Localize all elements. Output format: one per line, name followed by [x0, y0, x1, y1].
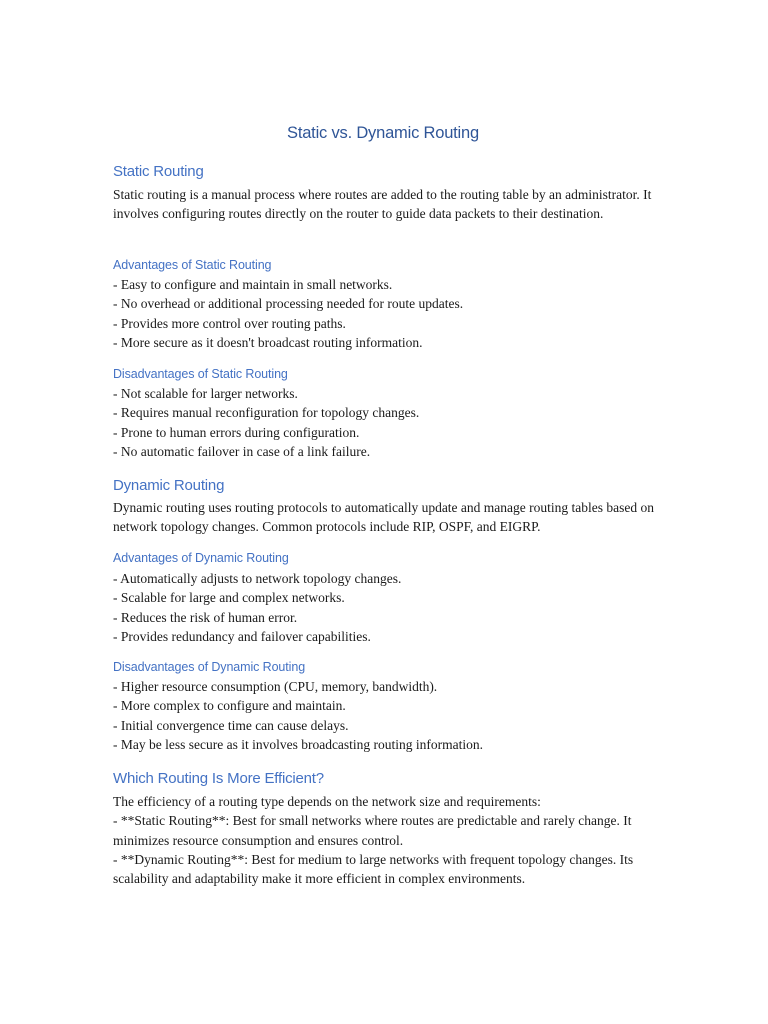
list-item: - Initial convergence time can cause delays.	[113, 717, 349, 733]
list-item: - Scalable for large and complex networks.	[113, 590, 345, 606]
dynamic-routing-heading: Dynamic Routing	[113, 477, 225, 494]
efficiency-body: The efficiency of a routing type depends on the network size and requirements: - **Static Routing**: Best for small networks where routes are predictable and rarely change. It minimizes resource consumption and ensures control. - **Dynamic Routing**: Best for medium to large networks with frequent topology changes. Its scalability and adaptability make it more efficient in complex environments.	[113, 794, 634, 887]
dynamic-routing-intro: Dynamic routing uses routing protocols to automatically update and manage routing tables based on network topology changes. Common protocols include RIP, OSPF, and EIGRP.	[113, 500, 654, 535]
page-title: Static vs. Dynamic Routing	[287, 124, 479, 142]
static-disadvantages-heading: Disadvantages of Static Routing	[113, 367, 288, 381]
static-advantages-heading: Advantages of Static Routing	[113, 258, 272, 272]
list-item: - May be less secure as it involves broadcasting routing information.	[113, 736, 484, 752]
list-item: - Reduces the risk of human error.	[113, 609, 298, 625]
list-item: - Easy to configure and maintain in small networks.	[113, 277, 393, 292]
dynamic-disadvantages-list	[113, 677, 658, 754]
list-item: - No overhead or additional processing needed for route updates.	[113, 296, 464, 312]
list-item: - Automatically adjusts to network topology changes.	[113, 571, 402, 586]
static-routing-intro: Static routing is a manual process where routes are added to the routing table by an administrator. It involves configuring routes directly on the router to guide data packets to their destination.	[113, 187, 652, 222]
static-advantages-list	[113, 275, 658, 352]
list-item: - Higher resource consumption (CPU, memory, bandwidth).	[113, 679, 438, 694]
list-item: - More complex to configure and maintain.	[113, 698, 346, 714]
dynamic-disadvantages-heading: Disadvantages of Dynamic Routing	[113, 660, 306, 674]
list-item: - Provides redundancy and failover capabilities.	[113, 628, 371, 644]
static-routing-heading: Static Routing	[113, 163, 204, 180]
list-item: - No automatic failover in case of a link failure.	[113, 443, 371, 459]
list-item: - Not scalable for larger networks.	[113, 386, 298, 401]
dynamic-advantages-list	[113, 569, 658, 646]
list-item: - Requires manual reconfiguration for topology changes.	[113, 405, 420, 421]
dynamic-advantages-heading: Advantages of Dynamic Routing	[113, 551, 289, 565]
static-disadvantages-list	[113, 384, 658, 461]
list-item: - Prone to human errors during configuration.	[113, 424, 360, 440]
list-item: - More secure as it doesn't broadcast routing information.	[113, 334, 423, 350]
efficiency-heading: Which Routing Is More Efficient?	[113, 770, 324, 787]
list-item: - Provides more control over routing paths.	[113, 315, 346, 331]
